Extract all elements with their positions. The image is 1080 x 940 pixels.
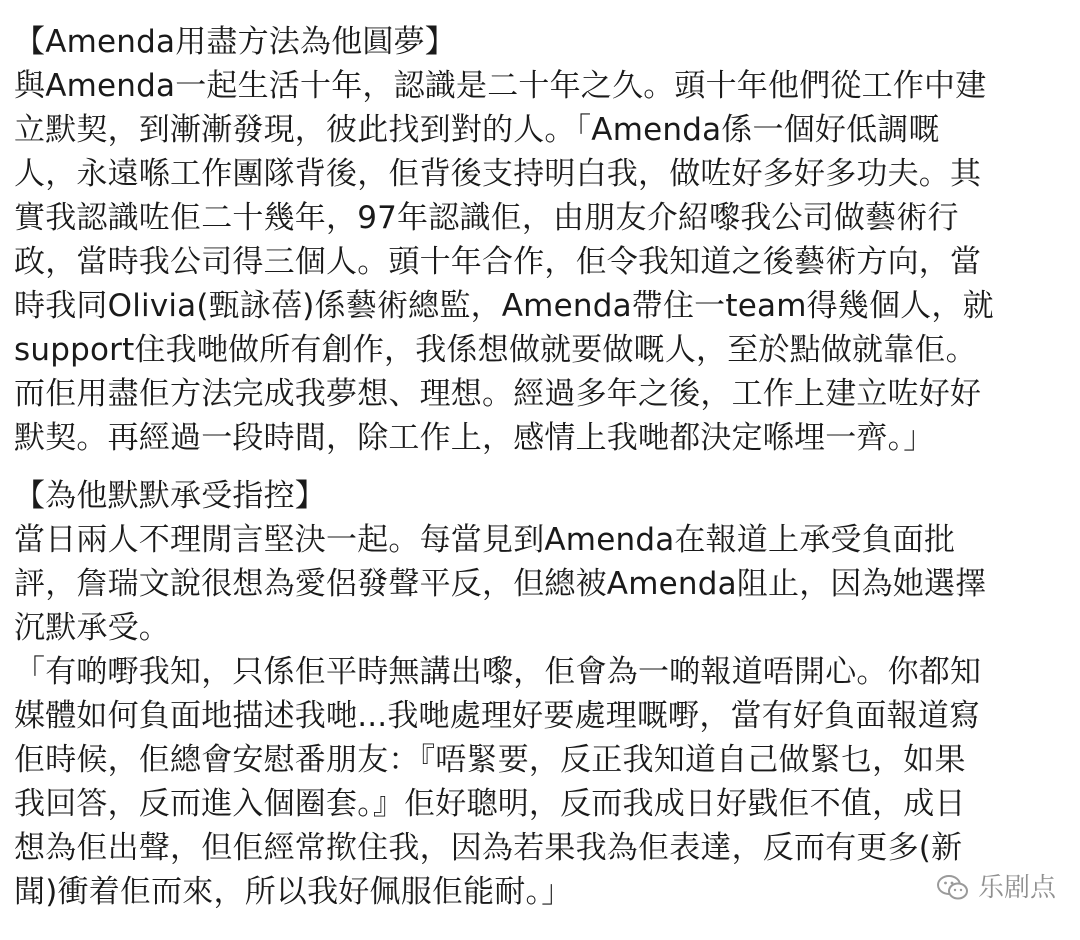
paragraph-line: 我回答，反而進入個圈套。』佢好聰明，反而我成日好戥佢不值，成日 <box>14 786 966 822</box>
wechat-icon <box>936 874 970 902</box>
paragraph-line: 當日兩人不理閒言堅決一起。每當見到Amenda在報道上承受負面批 <box>14 522 956 558</box>
paragraph-line: 立默契，到漸漸發現，彼此找到對的人。「Amenda係一個好低調嘅 <box>14 112 940 148</box>
section-heading-amenda: 【Amenda用盡方法為他圓夢】 <box>14 24 456 60</box>
paragraph-line: 而佢用盡佢方法完成我夢想、理想。經過多年之後，工作上建立咗好好 <box>14 376 982 412</box>
watermark-text: 乐剧点 <box>977 873 1056 903</box>
paragraph-line: 默契。再經過一段時間，除工作上，感情上我哋都決定喺埋一齊。」 <box>14 420 935 456</box>
source-watermark <box>936 868 1056 908</box>
paragraph-line: 聞)衝着佢而來，所以我好佩服佢能耐。」 <box>14 874 573 910</box>
paragraph-line: 想為佢出聲，但佢經常揿住我，因為若果我為佢表達，反而有更多(新 <box>14 830 963 866</box>
paragraph-line: 實我認識咗佢二十幾年，97年認識佢，由朋友介紹嚟我公司做藝術行 <box>14 200 959 236</box>
paragraph-line: 政，當時我公司得三個人。頭十年合作，佢令我知道之後藝術方向，當 <box>14 244 982 280</box>
paragraph-line: 人，永遠喺工作團隊背後，佢背後支持明白我，做咗好多好多功夫。其 <box>14 156 982 192</box>
paragraph-line: 媒體如何負面地描述我哋...我哋處理好要處理嘅嘢，當有好負面報道寫 <box>14 698 981 734</box>
section-heading-silence: 【為他默默承受指控】 <box>14 478 326 514</box>
paragraph-line: 佢時候，佢總會安慰番朋友：『唔緊要，反正我知道自己做緊乜，如果 <box>14 742 966 778</box>
paragraph-line: 評，詹瑞文說很想為愛侶發聲平反，但總被Amenda阻止，因為她選擇 <box>14 566 987 602</box>
paragraph-line: support住我哋做所有創作，我係想做就要做嘅人，至於點做就靠佢。 <box>14 332 977 368</box>
paragraph-line: 「有啲嘢我知，只係佢平時無講出嚟，佢會為一啲報道唔開心。你都知 <box>14 654 982 690</box>
paragraph-line: 時我同Olivia(甄詠蓓)係藝術總監，Amenda帶住一team得幾個人，就 <box>14 288 994 324</box>
paragraph-line: 與Amenda一起生活十年，認識是二十年之久。頭十年他們從工作中建 <box>14 68 987 104</box>
paragraph-line: 沉默承受。 <box>14 610 170 646</box>
